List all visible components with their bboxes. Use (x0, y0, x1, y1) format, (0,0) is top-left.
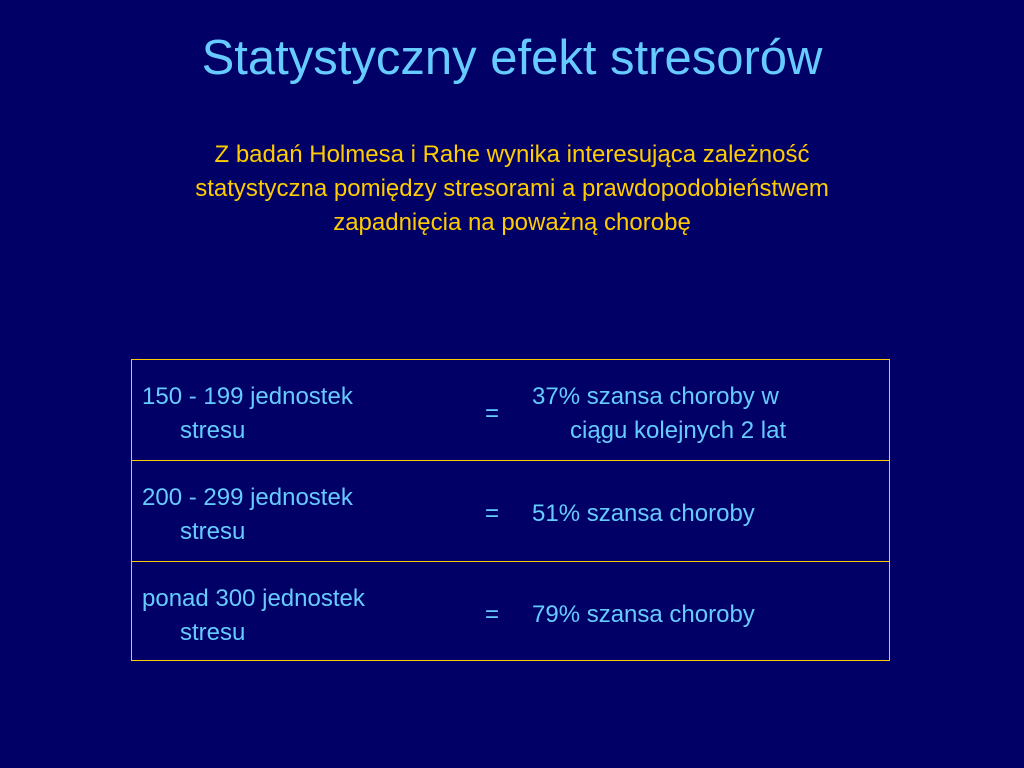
subtitle-line: zapadnięcia na poważną chorobę (333, 209, 691, 236)
stress-units-cell (142, 582, 442, 650)
equals-sign: = (484, 400, 499, 427)
stress-table (131, 359, 890, 661)
illness-chance-cell (532, 497, 882, 531)
stress-units-cell (142, 380, 442, 448)
equals-sign: = (484, 500, 499, 527)
illness-chance-text: ciągu kolejnych 2 lat (570, 417, 787, 444)
stress-units-text: stresu (180, 417, 246, 444)
subtitle-line: statystyczna pomiędzy stresorami a prawdopodobieństwem (195, 175, 829, 202)
stress-units-text: ponad 300 jednostek (142, 585, 365, 612)
stress-units-text: 200 - 299 jednostek (142, 484, 353, 511)
stress-units-text: 150 - 199 jednostek (142, 383, 353, 410)
slide-title: Statystyczny efekt stresorów (201, 31, 823, 85)
slide-subtitle (112, 138, 912, 240)
illness-chance-text: 37% szansa choroby w (532, 383, 779, 410)
stress-units-text: stresu (180, 619, 246, 646)
illness-chance-text: 51% szansa choroby (532, 500, 755, 527)
stress-units-text: stresu (180, 518, 246, 545)
table-row (132, 562, 889, 661)
table-row (132, 360, 889, 461)
illness-chance-cell (532, 598, 882, 632)
subtitle-line: Z badań Holmesa i Rahe wynika interesująca zależność (214, 141, 810, 168)
illness-chance-text: 79% szansa choroby (532, 601, 755, 628)
stress-units-cell (142, 481, 442, 549)
equals-sign: = (484, 601, 499, 628)
table-row (132, 461, 889, 562)
illness-chance-cell (532, 380, 882, 448)
